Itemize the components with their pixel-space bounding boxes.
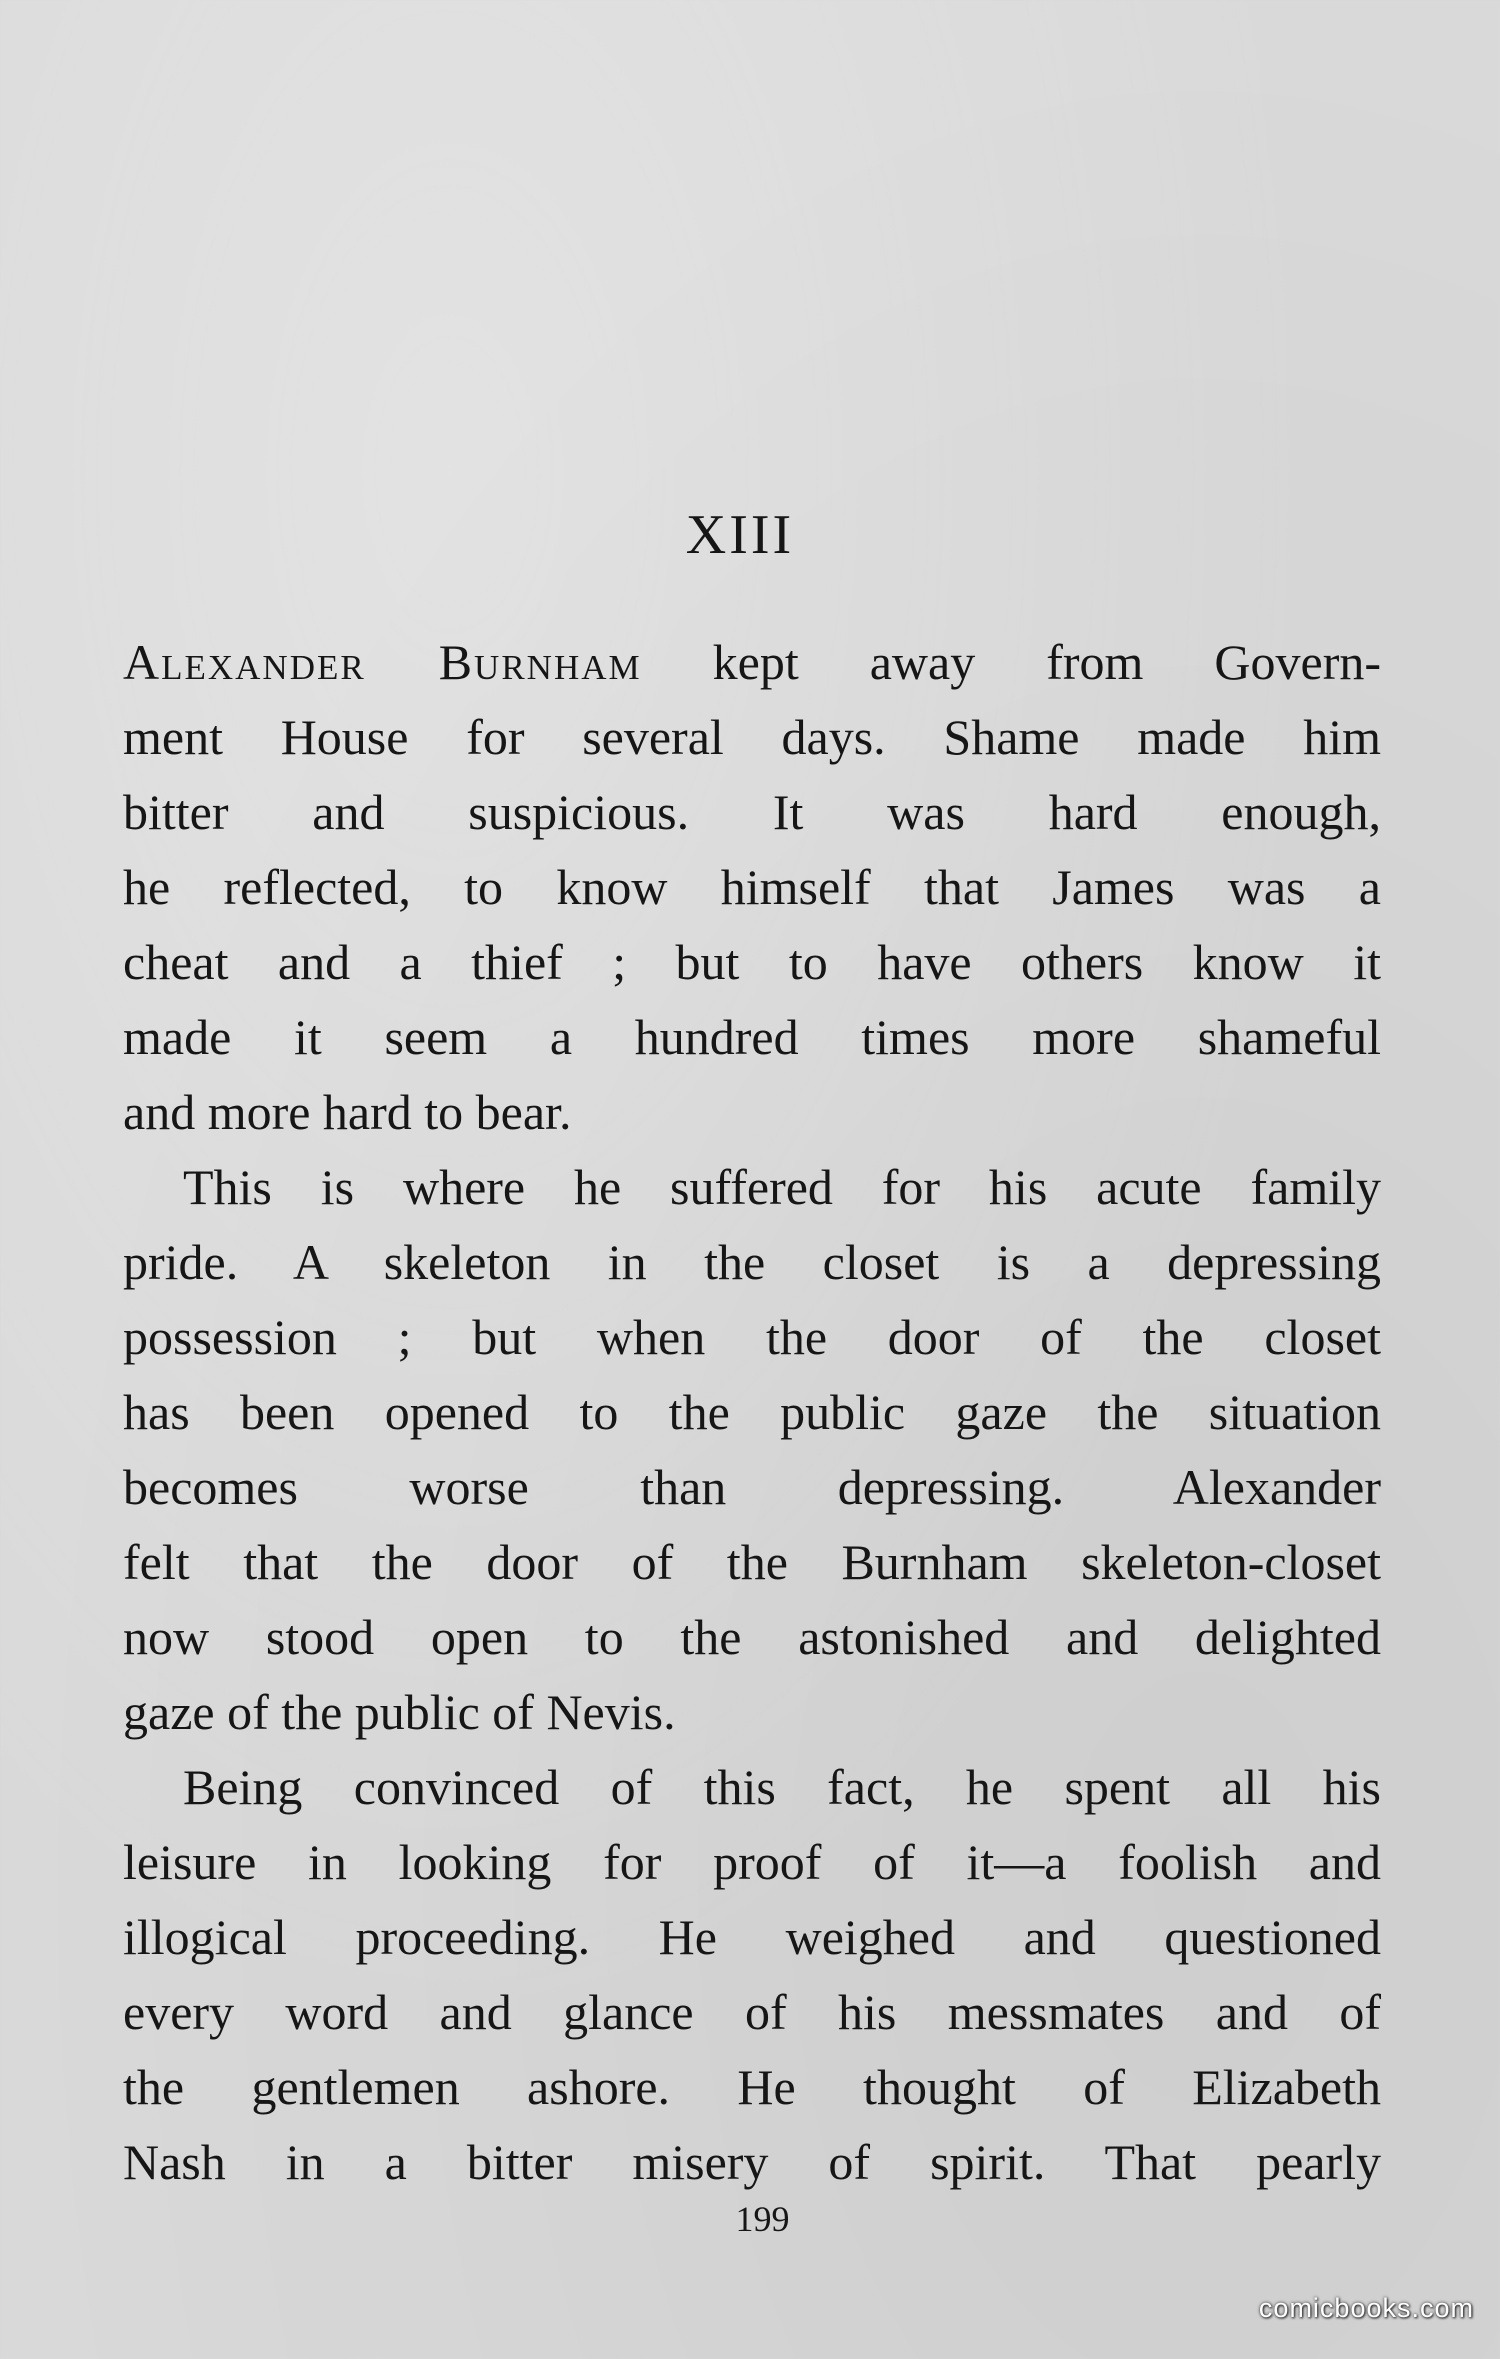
- text-line: felt that the door of the Burnham skeleton-closet: [123, 1534, 1381, 1590]
- text-line: bitter and suspicious. It was hard enough,: [123, 784, 1381, 840]
- watermark: comicbooks.com: [1258, 2293, 1474, 2323]
- text-line: This is where he suffered for his acute family: [183, 1159, 1381, 1215]
- text-line: Being convinced of this fact, he spent all his: [183, 1759, 1381, 1815]
- text-line: now stood open to the astonished and delighted: [123, 1609, 1381, 1665]
- text-line: has been opened to the public gaze the situation: [123, 1384, 1381, 1440]
- text-line: pride. A skeleton in the closet is a depressing: [123, 1234, 1381, 1290]
- text-line: and more hard to bear.: [123, 1084, 572, 1140]
- text-line: possession ; but when the door of the closet: [123, 1309, 1381, 1365]
- text-line: gaze of the public of Nevis.: [123, 1684, 676, 1740]
- text-line: [123, 625, 1381, 700]
- text-line: the gentlemen ashore. He thought of Elizabeth: [123, 2059, 1381, 2115]
- text-line: he reflected, to know himself that James was a: [123, 859, 1381, 915]
- page-number: 199: [735, 2199, 790, 2239]
- chapter-heading: XIII: [685, 504, 795, 566]
- text-line: cheat and a thief ; but to have others know it: [123, 934, 1381, 990]
- text-line: illogical proceeding. He weighed and questioned: [123, 1909, 1381, 1965]
- text-line: leisure in looking for proof of it—a foolish and: [123, 1834, 1381, 1890]
- text-line: becomes worse than depressing. Alexander: [123, 1459, 1381, 1515]
- text-line: made it seem a hundred times more shameful: [123, 1009, 1381, 1065]
- text-line: Nash in a bitter misery of spirit. That pearly: [123, 2134, 1381, 2190]
- text-line-rest: kept away from Govern-: [641, 634, 1381, 690]
- opening-smallcaps: Alexander Burnham: [123, 634, 642, 690]
- text-line: every word and glance of his messmates and of: [123, 1984, 1381, 2040]
- body-text: [123, 625, 1381, 2200]
- text-line: ment House for several days. Shame made him: [123, 709, 1381, 765]
